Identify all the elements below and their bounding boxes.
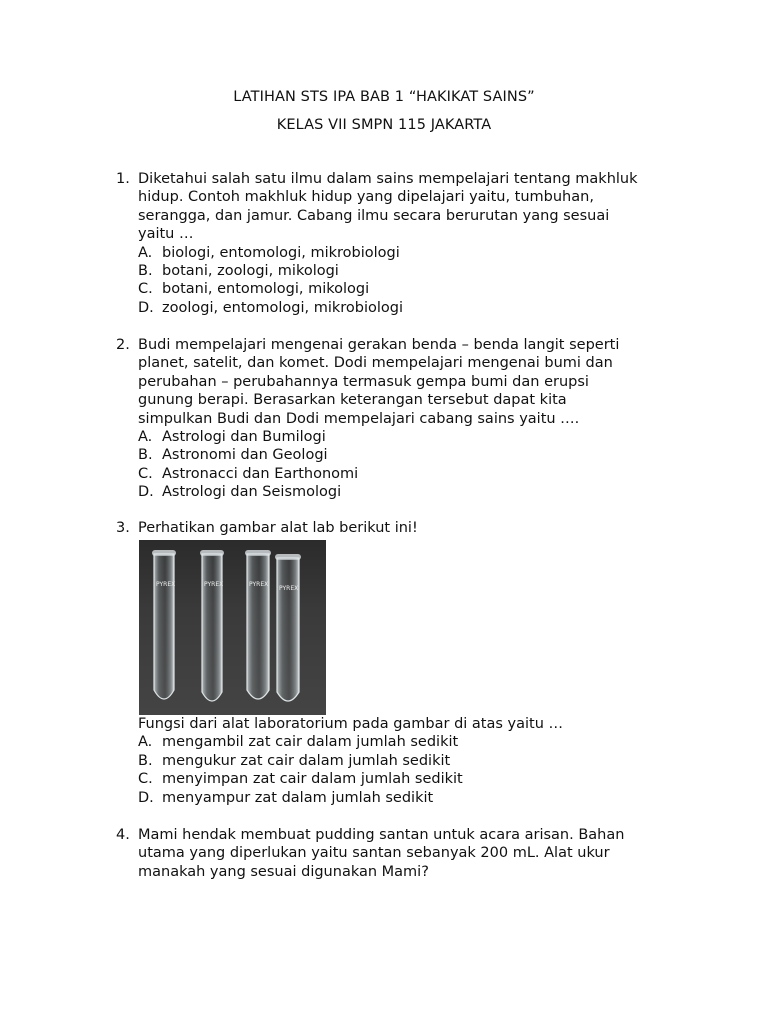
- question-stem-line: perubahan – perubahannya termasuk gempa bumi dan erupsi: [138, 373, 589, 390]
- question-body: [138, 826, 678, 881]
- question-stem-line: Budi mempelajari mengenai gerakan benda – benda langit seperti: [138, 337, 620, 353]
- answer-option-a: [138, 244, 678, 262]
- document-title: LATIHAN STS IPA BAB 1 “HAKIKAT SAINS”: [233, 89, 535, 105]
- option-text: mengukur zat cair dalam jumlah sedikit: [162, 752, 451, 769]
- answer-option-c: [138, 280, 678, 298]
- question-body: [138, 170, 678, 317]
- answer-option-c: [138, 770, 678, 788]
- question-stem-line: Perhatikan gambar alat lab berikut ini!: [138, 520, 418, 536]
- option-letter: A.: [138, 734, 153, 751]
- question-stem-line: gunung berapi. Berasarkan keterangan tersebut dapat kita: [138, 392, 567, 409]
- answer-option-b: [138, 752, 678, 770]
- question-3-follow-up: [138, 715, 678, 807]
- answer-option-a: [138, 428, 678, 446]
- question-stem-line: planet, satelit, dan komet. Dodi mempelajari mengenai bumi dan: [138, 355, 613, 372]
- question-number: 3.: [116, 520, 130, 536]
- option-text: Astrologi dan Bumilogi: [162, 429, 326, 446]
- question-body: [138, 336, 678, 502]
- answer-option-a: [138, 733, 678, 751]
- option-letter: C.: [138, 465, 153, 482]
- question-number: 2.: [116, 337, 130, 353]
- answer-option-d: [138, 483, 678, 501]
- question-stem-line: Fungsi dari alat laboratorium pada gambar di atas yaitu …: [138, 716, 564, 732]
- option-text: mengambil zat cair dalam jumlah sedikit: [162, 734, 459, 751]
- option-letter: A.: [138, 244, 153, 261]
- answer-option-b: [138, 446, 678, 464]
- option-letter: D.: [138, 484, 154, 501]
- option-letter: C.: [138, 771, 153, 788]
- question-stem-line: manakah yang sesuai digunakan Mami?: [138, 863, 429, 880]
- question-stem-line: hidup. Contoh makhluk hidup yang dipelajari yaitu, tumbuhan,: [138, 189, 594, 206]
- option-text: Astronomi dan Geologi: [162, 447, 328, 464]
- question-stem-line: serangga, dan jamur. Cabang ilmu secara berurutan yang sesuai: [138, 207, 610, 224]
- test-tubes-photo: [139, 540, 326, 715]
- answer-option-c: [138, 465, 678, 483]
- tube-label: PYREX: [249, 581, 269, 588]
- question-stem-line: simpulkan Budi dan Dodi mempelajari cabang sains yaitu ….: [138, 410, 580, 427]
- test-tube-1: [152, 550, 176, 699]
- tube-label: PYREX: [204, 581, 224, 588]
- option-text: menyimpan zat cair dalam jumlah sedikit: [162, 771, 463, 788]
- option-letter: B.: [138, 752, 153, 769]
- question-stem-line: utama yang diperlukan yaitu santan sebanyak 200 mL. Alat ukur: [138, 845, 610, 862]
- option-text: zoologi, entomologi, mikrobiologi: [162, 299, 404, 316]
- option-text: Astronacci dan Earthonomi: [162, 465, 359, 482]
- answer-option-b: [138, 262, 678, 280]
- question-number: 4.: [116, 827, 130, 843]
- document-subtitle: KELAS VII SMPN 115 JAKARTA: [276, 117, 492, 133]
- question-stem-line: yaitu …: [138, 226, 194, 243]
- option-letter: A.: [138, 429, 153, 446]
- question-body: [138, 519, 678, 537]
- tube-label: PYREX: [156, 581, 176, 588]
- test-tubes-illustration: [139, 540, 326, 715]
- tube-label: PYREX: [279, 585, 299, 592]
- question-number: 1.: [116, 171, 130, 187]
- answer-option-d: [138, 299, 678, 317]
- option-letter: B.: [138, 263, 153, 280]
- option-text: Astrologi dan Seismologi: [162, 484, 342, 501]
- option-letter: D.: [138, 299, 154, 316]
- question-stem-line: Mami hendak membuat pudding santan untuk acara arisan. Bahan: [138, 827, 625, 843]
- test-tube-2: [200, 550, 224, 701]
- question-stem-line: Diketahui salah satu ilmu dalam sains mempelajari tentang makhluk: [138, 171, 638, 187]
- test-tube-4: [275, 554, 301, 701]
- option-letter: C.: [138, 281, 153, 298]
- test-tube-3: [245, 550, 271, 699]
- option-letter: D.: [138, 789, 154, 806]
- option-text: botani, entomologi, mikologi: [162, 281, 370, 298]
- option-text: botani, zoologi, mikologi: [162, 263, 339, 280]
- option-text: menyampur zat dalam jumlah sedikit: [162, 789, 434, 806]
- answer-option-d: [138, 789, 678, 807]
- option-letter: B.: [138, 447, 153, 464]
- option-text: biologi, entomologi, mikrobiologi: [162, 244, 400, 261]
